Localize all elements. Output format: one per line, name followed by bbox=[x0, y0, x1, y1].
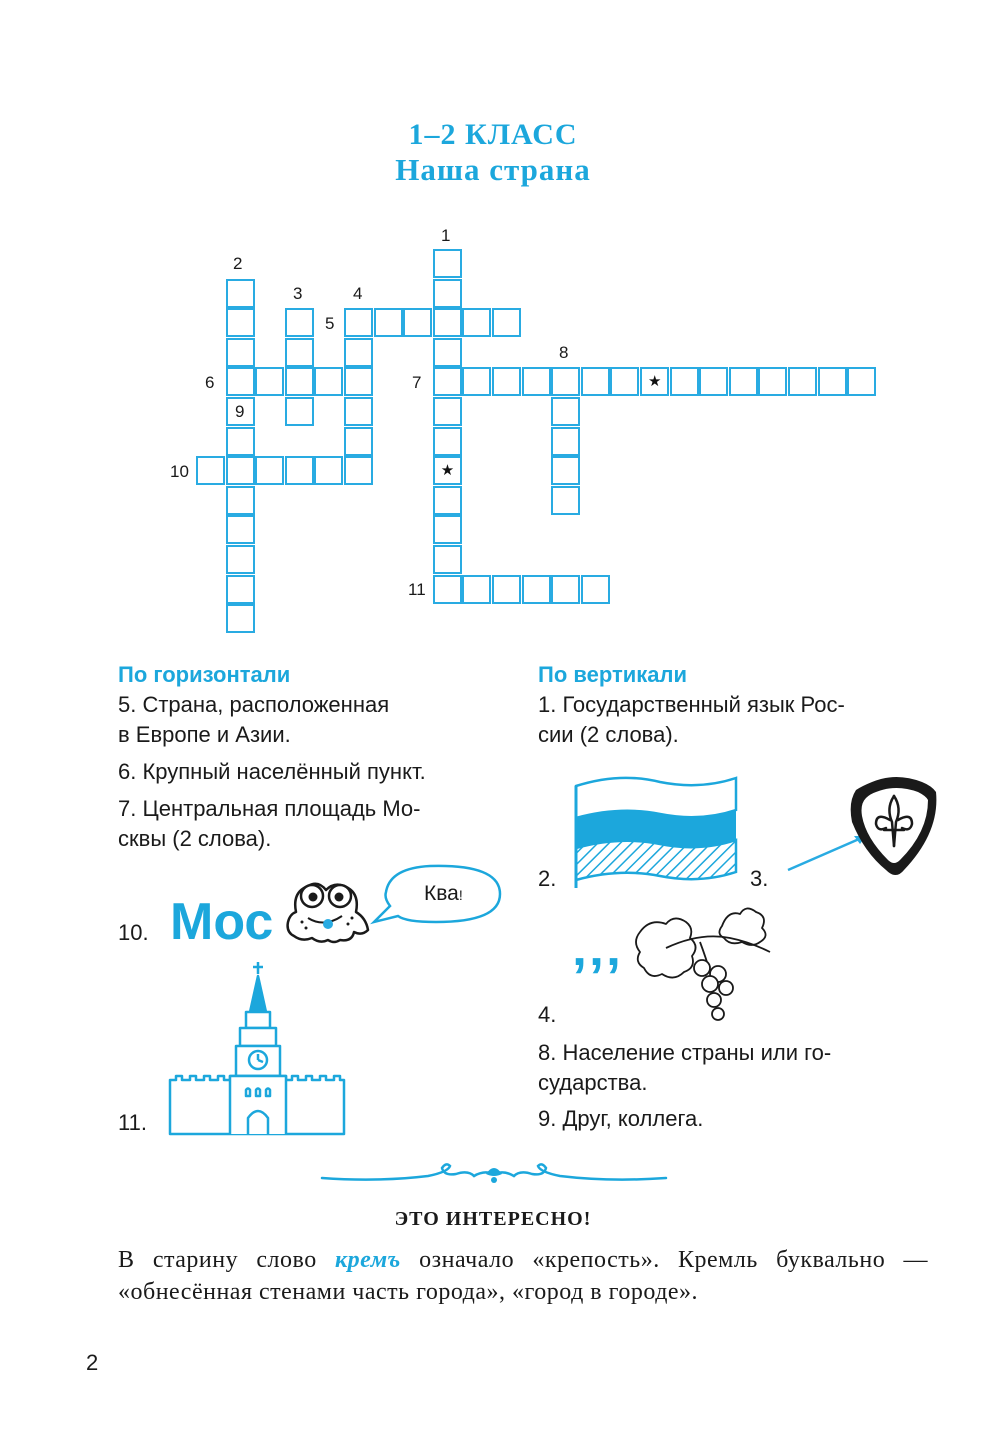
crossword-cell[interactable] bbox=[226, 575, 255, 604]
crossword-cell[interactable] bbox=[255, 367, 284, 396]
down-heading: По вертикали bbox=[538, 662, 688, 687]
clue-number-2: 2 bbox=[233, 254, 243, 273]
crossword-cell[interactable] bbox=[433, 397, 462, 426]
crossword-cell[interactable] bbox=[433, 486, 462, 515]
clue-down-3-number: 3. bbox=[750, 866, 769, 891]
crossword-cell[interactable] bbox=[344, 367, 373, 396]
clue-across-6: 6. Крупный населённый пункт. bbox=[118, 759, 426, 784]
crossword-cell[interactable] bbox=[285, 338, 314, 367]
currant-icon bbox=[630, 902, 776, 1024]
crossword-cell[interactable] bbox=[492, 367, 521, 396]
crossword-cell[interactable] bbox=[551, 397, 580, 426]
fact-highlight-word: кремъ bbox=[335, 1247, 401, 1273]
clue-down-1-line2: сии (2 слова). bbox=[538, 722, 679, 747]
crossword-cell[interactable] bbox=[758, 367, 787, 396]
crossword-cell[interactable] bbox=[551, 456, 580, 485]
crossword-cell[interactable] bbox=[818, 367, 847, 396]
crossword-cell[interactable] bbox=[581, 367, 610, 396]
crossword-cell[interactable] bbox=[285, 367, 314, 396]
fact-title: ЭТО ИНТЕРЕСНО! bbox=[394, 1208, 592, 1230]
crossword-cell[interactable] bbox=[285, 308, 314, 337]
crossword-cell[interactable] bbox=[226, 486, 255, 515]
clue-across-10-number: 10. bbox=[118, 920, 149, 945]
crossword-cell[interactable] bbox=[403, 308, 432, 337]
crossword-cell[interactable] bbox=[729, 367, 758, 396]
crossword-cell[interactable] bbox=[226, 456, 255, 485]
crossword-cell[interactable] bbox=[522, 575, 551, 604]
flag-icon bbox=[570, 768, 742, 890]
ornament-divider bbox=[318, 1160, 670, 1190]
page-number: 2 bbox=[86, 1350, 99, 1375]
crossword-cell[interactable] bbox=[492, 575, 521, 604]
crossword-cell[interactable] bbox=[433, 338, 462, 367]
crossword-cell[interactable] bbox=[433, 249, 462, 278]
clue-across-10-word: Мос bbox=[170, 893, 274, 951]
crossword-cell[interactable] bbox=[314, 367, 343, 396]
crossword-cell[interactable] bbox=[433, 367, 462, 396]
apostrophes-mark: ’’’ bbox=[572, 947, 626, 1007]
crossword-cell[interactable] bbox=[226, 515, 255, 544]
clue-number-9: 9 bbox=[235, 402, 245, 421]
grade-title: 1–2 КЛАСС bbox=[408, 118, 578, 151]
crossword-cell[interactable] bbox=[226, 427, 255, 456]
crossword-cell[interactable] bbox=[492, 308, 521, 337]
crossword-cell[interactable] bbox=[433, 545, 462, 574]
crossword-cell[interactable] bbox=[196, 456, 225, 485]
crossword-cell[interactable] bbox=[226, 367, 255, 396]
crossword-cell[interactable] bbox=[285, 456, 314, 485]
crossword-cell[interactable] bbox=[551, 575, 580, 604]
crossword-cell[interactable] bbox=[285, 397, 314, 426]
clue-across-11-number: 11. bbox=[118, 1110, 147, 1135]
clue-down-9: 9. Друг, коллега. bbox=[538, 1106, 704, 1131]
frog-icon bbox=[282, 872, 382, 948]
crossword-cell[interactable] bbox=[344, 397, 373, 426]
clue-across-5-line1: 5. Страна, расположенная bbox=[118, 692, 390, 717]
coat-of-arms-icon bbox=[780, 772, 950, 894]
crossword-cell[interactable] bbox=[788, 367, 817, 396]
crossword-cell[interactable] bbox=[226, 545, 255, 574]
page-title: Наша страна bbox=[395, 152, 591, 187]
crossword-cell[interactable] bbox=[255, 456, 284, 485]
crossword-cell[interactable] bbox=[522, 367, 551, 396]
clue-across-7-line2: сквы (2 слова). bbox=[118, 826, 272, 851]
crossword-cell[interactable] bbox=[610, 367, 639, 396]
clue-number-6: 6 bbox=[205, 373, 215, 392]
crossword-cell[interactable] bbox=[551, 486, 580, 515]
crossword-cell[interactable] bbox=[344, 338, 373, 367]
crossword-cell[interactable] bbox=[433, 279, 462, 308]
clue-number-4: 4 bbox=[353, 284, 363, 303]
crossword-cell[interactable] bbox=[226, 279, 255, 308]
fact-text: В старину слово кремъ означало «крепость». Кремль буквально — «обнесённая стенами часть города», «город в городе». bbox=[118, 1247, 929, 1305]
crossword-grid[interactable] bbox=[0, 0, 986, 660]
crossword-cell[interactable] bbox=[699, 367, 728, 396]
crossword-cell[interactable] bbox=[433, 575, 462, 604]
across-heading: По горизонтали bbox=[118, 662, 291, 687]
clue-number-5: 5 bbox=[325, 314, 335, 333]
star-icon: ★ bbox=[648, 373, 662, 391]
clue-number-3: 3 bbox=[293, 284, 303, 303]
clue-down-1-line1: 1. Государственный язык Рос- bbox=[538, 692, 845, 717]
star-icon: ★ bbox=[440, 462, 455, 480]
crossword-cell[interactable] bbox=[344, 308, 373, 337]
crossword-cell[interactable] bbox=[433, 427, 462, 456]
crossword-cell[interactable] bbox=[433, 515, 462, 544]
kremlin-tower-icon bbox=[166, 960, 346, 1136]
crossword-cell[interactable] bbox=[847, 367, 876, 396]
clue-number-11: 11 bbox=[408, 580, 426, 599]
crossword-cell[interactable] bbox=[551, 427, 580, 456]
clue-number-8: 8 bbox=[559, 343, 569, 362]
crossword-cell[interactable] bbox=[433, 308, 462, 337]
crossword-cell[interactable] bbox=[462, 367, 491, 396]
clue-across-7-line1: 7. Центральная площадь Мо- bbox=[118, 796, 421, 821]
crossword-cell[interactable] bbox=[226, 308, 255, 337]
speech-text: Ква! bbox=[424, 882, 463, 905]
crossword-cell[interactable] bbox=[226, 604, 255, 633]
crossword-cell[interactable] bbox=[226, 338, 255, 367]
crossword-cell[interactable] bbox=[462, 308, 491, 337]
clue-across-5-line2: в Европе и Азии. bbox=[118, 722, 291, 747]
crossword-cell[interactable] bbox=[314, 456, 343, 485]
clue-number-1: 1 bbox=[441, 226, 451, 245]
crossword-cell[interactable] bbox=[344, 456, 373, 485]
clue-down-8-line2: сударства. bbox=[538, 1070, 648, 1095]
crossword-cell[interactable] bbox=[374, 308, 403, 337]
crossword-cell[interactable] bbox=[551, 367, 580, 396]
crossword-cell[interactable] bbox=[581, 575, 610, 604]
clue-number-10: 10 bbox=[170, 462, 189, 481]
clue-down-4-number: 4. bbox=[538, 1002, 557, 1027]
clue-number-7: 7 bbox=[412, 373, 422, 392]
clue-down-8-line1: 8. Население страны или го- bbox=[538, 1040, 832, 1065]
crossword-cell[interactable] bbox=[344, 427, 373, 456]
clue-down-2-number: 2. bbox=[538, 866, 557, 891]
crossword-cell[interactable] bbox=[670, 367, 699, 396]
crossword-cell[interactable] bbox=[462, 575, 491, 604]
